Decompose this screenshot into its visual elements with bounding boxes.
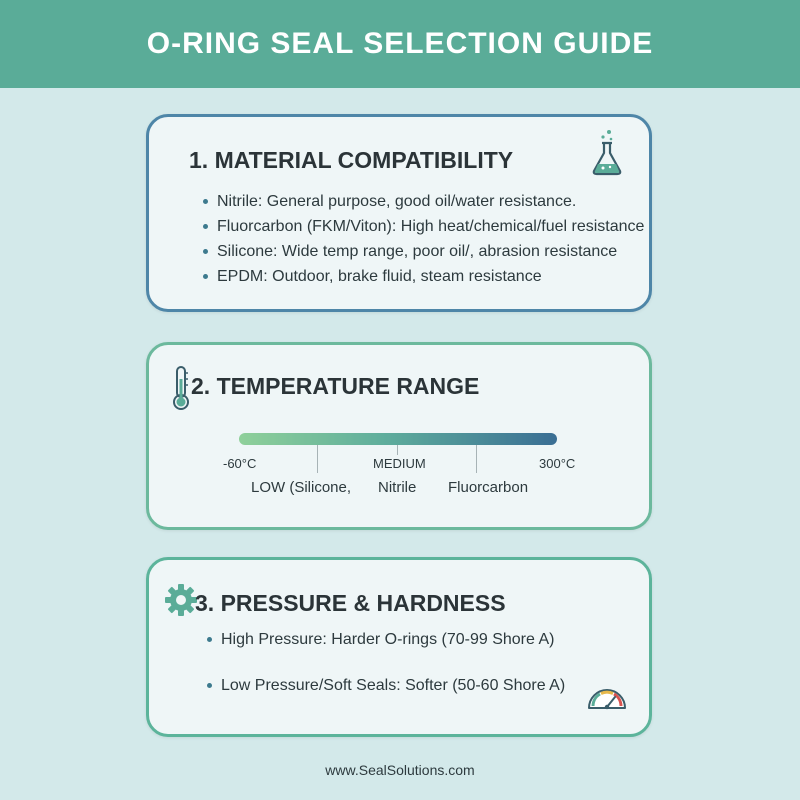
pressure-card-title: 3. PRESSURE & HARDNESS	[195, 590, 506, 616]
page-title: O-RING SEAL SELECTION GUIDE	[146, 27, 654, 60]
scale-mid-label: MEDIUM	[373, 456, 426, 471]
flask-icon	[587, 127, 627, 177]
gear-icon	[165, 584, 197, 616]
material-compatibility-card	[146, 114, 652, 312]
temperature-card-title: 2. TEMPERATURE RANGE	[191, 373, 480, 399]
scale-max-label: 300°C	[539, 456, 576, 471]
scale-material-high: Fluorcarbon	[448, 479, 529, 496]
list-item: EPDM: Outdoor, brake fluid, steam resistance	[203, 267, 644, 292]
pressure-list	[207, 630, 565, 722]
scale-tick	[476, 445, 477, 473]
scale-min-label: -60°C	[223, 456, 257, 471]
temperature-gradient-bar	[239, 433, 557, 445]
thermometer-icon	[169, 365, 193, 411]
scale-tick	[397, 445, 398, 455]
list-item: High Pressure: Harder O-rings (70-99 Shore A)	[207, 630, 565, 676]
temperature-range-card	[146, 342, 652, 530]
list-item: Nitrile: General purpose, good oil/water resistance.	[203, 192, 644, 217]
list-item: Fluorcarbon (FKM/Viton): High heat/chemical/fuel resistance	[203, 217, 644, 242]
gauge-icon	[585, 680, 629, 712]
header-banner	[0, 0, 800, 88]
scale-tick	[317, 445, 318, 473]
scale-material-low: LOW (Silicone,	[251, 479, 352, 496]
list-item: Silicone: Wide temp range, poor oil/, abrasion resistance	[203, 242, 644, 267]
footer-url: www.SealSolutions.com	[325, 762, 475, 778]
material-list	[203, 192, 644, 292]
scale-material-medium: Nitrile	[378, 479, 417, 496]
list-item: Low Pressure/Soft Seals: Softer (50-60 Shore A)	[207, 676, 565, 722]
material-card-title: 1. MATERIAL COMPATIBILITY	[189, 147, 514, 173]
pressure-hardness-card	[146, 557, 652, 737]
